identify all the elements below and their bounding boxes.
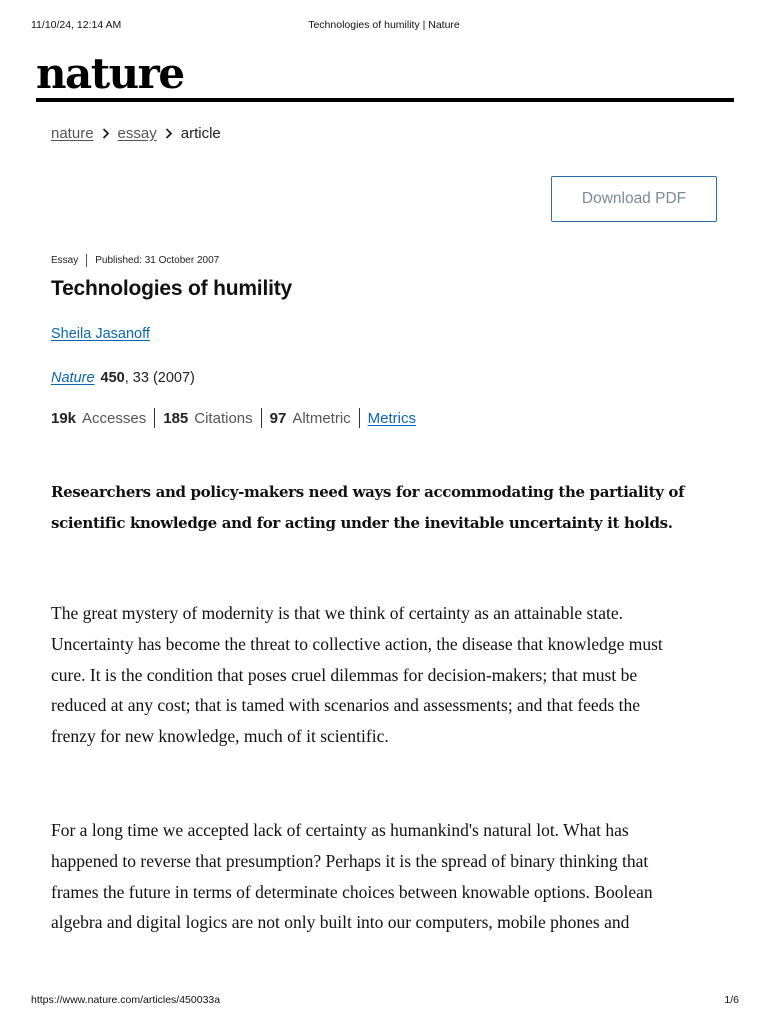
author-link[interactable]: Sheila Jasanoff (51, 326, 150, 342)
paragraph-line: cure. It is the condition that poses cruel dilemmas for decision-makers; that must be (51, 664, 638, 685)
body-paragraph-2 (51, 815, 741, 938)
journal-link[interactable]: Nature (51, 370, 95, 386)
altmetric-count: 97 (269, 409, 287, 427)
body-paragraph-1 (51, 598, 741, 752)
citations-label: Citations (194, 409, 253, 427)
breadcrumb-current-article: article (180, 124, 221, 142)
paragraph-line: frames the future in terms of determinate choices between knowable options. Boolean (51, 881, 653, 902)
nature-logo[interactable]: nature (36, 49, 184, 98)
print-header (0, 19, 768, 33)
paragraph-line: Uncertainty has become the threat to collective action, the disease that knowledge must (51, 633, 663, 654)
paragraph-line: reduced at any cost; that is tamed with scenarios and assessments; and that feeds the (51, 695, 640, 716)
paragraph-line: frenzy for new knowledge, much of it scientific. (51, 726, 389, 747)
pages-year: , 33 (2007) (124, 370, 195, 386)
article-title: Technologies of humility (51, 277, 292, 300)
download-pdf-button[interactable]: Download PDF (551, 176, 717, 222)
volume-number: 450 (100, 370, 125, 386)
journal-citation (51, 370, 195, 386)
metrics-divider (154, 408, 155, 428)
standfirst-line: Researchers and policy-makers need ways for accommodating the partiality of (51, 483, 685, 501)
article-type: Essay (51, 255, 79, 266)
print-page-number: 1/6 (724, 994, 739, 1006)
breadcrumb-link-essay[interactable]: essay (117, 124, 157, 142)
standfirst-line: scientific knowledge and for acting under the inevitable uncertainty it holds. (51, 514, 673, 532)
accesses-label: Accesses (82, 409, 147, 427)
chevron-right-icon (94, 128, 118, 139)
chevron-right-icon (157, 128, 181, 139)
print-document-title: Technologies of humility | Nature (308, 19, 460, 31)
print-url: https://www.nature.com/articles/450033a (31, 994, 221, 1006)
print-datetime: 11/10/24, 12:14 AM (31, 19, 122, 31)
article-metrics (51, 408, 416, 428)
metrics-link[interactable]: Metrics (367, 409, 416, 427)
article-standfirst (51, 477, 731, 539)
metrics-divider (359, 408, 360, 428)
header-rule (36, 98, 734, 102)
paragraph-line: For a long time we accepted lack of certainty as humankind's natural lot. What has (51, 820, 629, 840)
metrics-divider (261, 408, 262, 428)
article-meta (51, 254, 219, 267)
citations-count: 185 (163, 409, 189, 427)
published-date: Published: 31 October 2007 (95, 255, 220, 266)
paragraph-line: happened to reverse that presumption? Perhaps it is the spread of binary thinking that (51, 850, 649, 871)
meta-divider (86, 254, 87, 267)
altmetric-label: Altmetric (292, 409, 351, 427)
accesses-count: 19k (51, 409, 77, 427)
breadcrumb-link-nature[interactable]: nature (51, 124, 94, 142)
paragraph-line: algebra and digital logics are not only built into our computers, mobile phones and (51, 912, 630, 933)
paragraph-line: The great mystery of modernity is that we think of certainty as an attainable state. (51, 603, 623, 623)
breadcrumb (51, 123, 221, 143)
